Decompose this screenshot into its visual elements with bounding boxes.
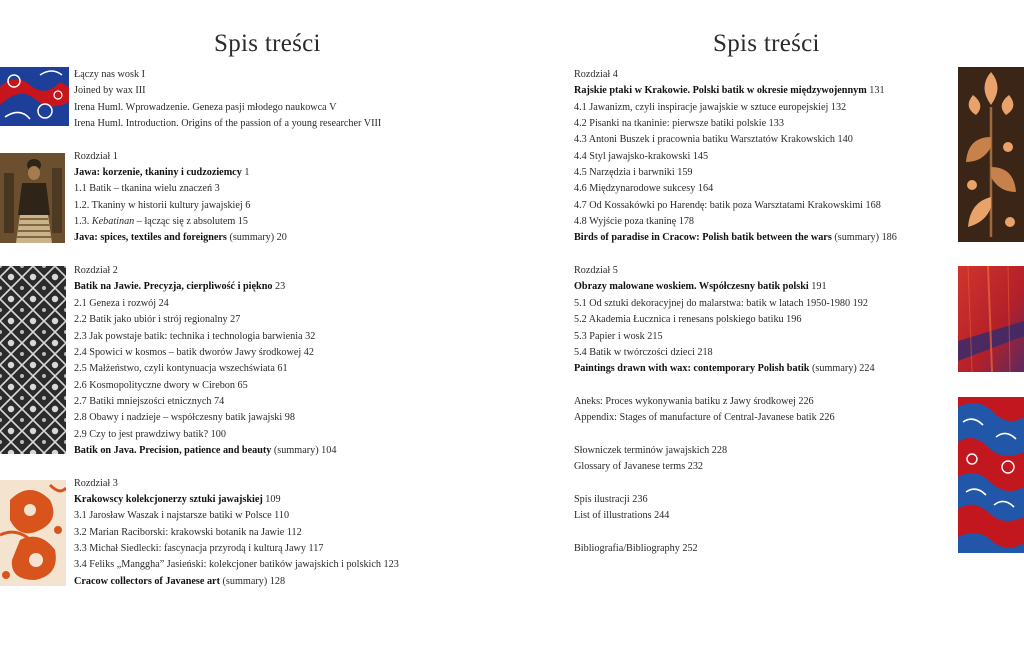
toc-entry[interactable]: 4.3 Antoni Buszek i pracownia batiku Warsztatów Krakowskich 140 (574, 134, 853, 146)
toc-entry[interactable]: 4.5 Narzędzia i barwniki 159 (574, 167, 693, 179)
annex-entry[interactable]: Aneks: Proces wykonywania batiku z Jawy środkowej 226 (574, 395, 814, 407)
toc-entry[interactable]: 2.7 Batiki mniejszości etnicznych 74 (74, 395, 225, 407)
appendix-entry[interactable]: Appendix: Stages of manufacture of Central-Javanese batik 226 (574, 412, 835, 424)
chapter-title: Obrazy malowane woskiem. Współczesny batik polski (574, 281, 809, 293)
toc-entry[interactable]: 5.1 Od sztuki dekoracyjnej do malarstwa: batik w latach 1950-1980 192 (574, 297, 868, 309)
toc-entry[interactable]: 2.5 Małżeństwo, czyli kontynuacja wszechświata 61 (74, 363, 288, 375)
page-title-left: Spis treści (214, 30, 321, 57)
entry-number: 1.3. (74, 216, 92, 228)
chapter-title-entry[interactable] (74, 279, 399, 295)
toc-entry[interactable] (74, 214, 399, 230)
glossary-pl-entry[interactable]: Słowniczek terminów jawajskich 228 (574, 444, 728, 456)
chapter-title-entry[interactable] (74, 165, 399, 181)
toc-entry[interactable]: 2.3 Jak powstaje batik: technika i technologia barwienia 32 (74, 330, 316, 342)
summary-entry[interactable] (74, 574, 399, 590)
orange-floral-batik-swatch (0, 480, 66, 586)
illustrations-pl-entry[interactable]: Spis ilustracji 236 (574, 493, 648, 505)
javanese-man-photo (0, 153, 65, 243)
toc-entry[interactable]: 3.2 Marian Raciborski: krakowski botanik na Jawie 112 (74, 526, 302, 538)
toc-entry[interactable]: 3.3 Michał Siedlecki: fascynacja przyrodą i kulturą Jawy 117 (74, 542, 324, 554)
brown-floral-batik-swatch (958, 67, 1024, 242)
toc-left-column (74, 67, 399, 590)
page-title-right: Spis treści (713, 30, 820, 57)
toc-entry[interactable]: 4.2 Pisanki na tkaninie: pierwsze batiki polskie 133 (574, 118, 784, 130)
chapter-label: Rozdział 3 (74, 477, 118, 489)
toc-entry[interactable]: 2.2 Batik jako ubiór i strój regionalny 27 (74, 314, 241, 326)
toc-entry[interactable]: 4.6 Międzynarodowe sukcesy 164 (574, 183, 714, 195)
toc-entry[interactable]: 2.6 Kosmopolityczne dwory w Cirebon 65 (74, 379, 248, 391)
summary-title: Paintings drawn with wax: contemporary Polish batik (574, 363, 810, 375)
page-number: 23 (272, 281, 286, 293)
chapter-title: Krakowscy kolekcjonerzy sztuki jawajskiej (74, 493, 263, 505)
geometric-batik-swatch (0, 266, 66, 454)
summary-title: Birds of paradise in Cracow: Polish batik between the wars (574, 232, 832, 244)
toc-entry[interactable]: 4.7 Od Kossakówki po Harendę: batik poza Warsztatami Krakowskimi 168 (574, 199, 881, 211)
italic-term: Kebatinan (91, 216, 135, 228)
chapter-label: Rozdział 5 (574, 265, 618, 277)
summary-page: (summary) 224 (809, 363, 875, 375)
summary-title: Java: spices, textiles and foreigners (74, 232, 227, 244)
chapter-title-entry[interactable] (574, 279, 897, 295)
bibliography-entry[interactable]: Bibliografia/Bibliography 252 (574, 542, 698, 554)
toc-right-column (574, 67, 897, 557)
chapter-label: Rozdział 4 (574, 69, 618, 80)
toc-entry[interactable]: Irena Huml. Wprowadzenie. Geneza pasji młodego naukowca V (74, 101, 337, 113)
entry-text: – łącząc się z absolutem 15 (134, 216, 248, 228)
chapter-title-entry[interactable] (574, 83, 897, 99)
toc-entry[interactable]: 2.8 Obawy i nadzieje – współczesny batik jawajski 98 (74, 412, 295, 424)
chapter-title: Jawa: korzenie, tkaniny i cudzoziemcy (74, 167, 242, 179)
summary-page: (summary) 128 (219, 575, 286, 587)
toc-entry[interactable]: 5.3 Papier i wosk 215 (574, 330, 663, 342)
toc-entry[interactable]: 1.2. Tkaniny w historii kultury jawajskiej 6 (74, 199, 251, 211)
illustrations-en-entry[interactable]: List of illustrations 244 (574, 510, 670, 522)
toc-entry[interactable]: 3.4 Feliks „Manggha” Jasieński: kolekcjoner batików jawajskich i polskich 123 (74, 559, 399, 571)
chapter-title-entry[interactable] (74, 492, 399, 508)
summary-entry[interactable] (574, 230, 897, 246)
toc-entry[interactable]: Łączy nas wosk I (74, 69, 146, 80)
toc-entry[interactable]: 1.1 Batik – tkanina wielu znaczeń 3 (74, 183, 220, 195)
summary-title: Batik on Java. Precision, patience and beauty (74, 444, 272, 456)
chapter-title: Rajskie ptaki w Krakowie. Polski batik w okresie międzywojennym (574, 85, 867, 97)
toc-entry[interactable]: 3.1 Jarosław Waszak i najstarsze batiki w Polsce 110 (74, 510, 290, 522)
summary-entry[interactable] (74, 443, 399, 459)
summary-page: (summary) 104 (271, 444, 337, 456)
page-number: 131 (866, 85, 885, 97)
summary-entry[interactable] (574, 361, 897, 377)
toc-entry[interactable]: 4.4 Styl jawajsko-krakowski 145 (574, 150, 709, 162)
toc-entry[interactable]: 5.4 Batik w twórczości dzieci 218 (574, 346, 713, 358)
page-number: 1 (241, 167, 250, 179)
toc-entry[interactable]: 2.9 Czy to jest prawdziwy batik? 100 (74, 428, 226, 440)
toc-entry[interactable]: 5.2 Akademia Łucznica i renesans polskiego batiku 196 (574, 314, 802, 326)
cloud-batik-swatch (958, 397, 1024, 553)
chapter-label: Rozdział 1 (74, 150, 118, 162)
summary-page: (summary) 186 (831, 232, 897, 244)
red-abstract-batik-swatch (958, 266, 1024, 372)
summary-entry[interactable] (74, 230, 399, 246)
page-number: 109 (262, 493, 281, 505)
toc-entry[interactable]: Joined by wax III (74, 85, 146, 97)
summary-title: Cracow collectors of Javanese art (74, 575, 220, 587)
page-number: 191 (808, 281, 827, 293)
toc-entry[interactable]: 2.4 Spowici w kosmos – batik dworów Jawy środkowej 42 (74, 346, 314, 358)
blue-batik-swatch (0, 67, 69, 126)
toc-entry[interactable]: 2.1 Geneza i rozwój 24 (74, 297, 169, 309)
chapter-label: Rozdział 2 (74, 265, 118, 277)
glossary-en-entry[interactable]: Glossary of Javanese terms 232 (574, 461, 704, 473)
toc-entry[interactable]: 4.8 Wyjście poza tkaninę 178 (574, 216, 695, 228)
chapter-title: Batik na Jawie. Precyzja, cierpliwość i piękno (74, 281, 273, 293)
summary-page: (summary) 20 (226, 232, 287, 244)
toc-entry[interactable]: Irena Huml. Introduction. Origins of the passion of a young researcher VIII (74, 118, 382, 130)
toc-entry[interactable]: 4.1 Jawanizm, czyli inspiracje jawajskie w sztuce europejskiej 132 (574, 101, 847, 113)
